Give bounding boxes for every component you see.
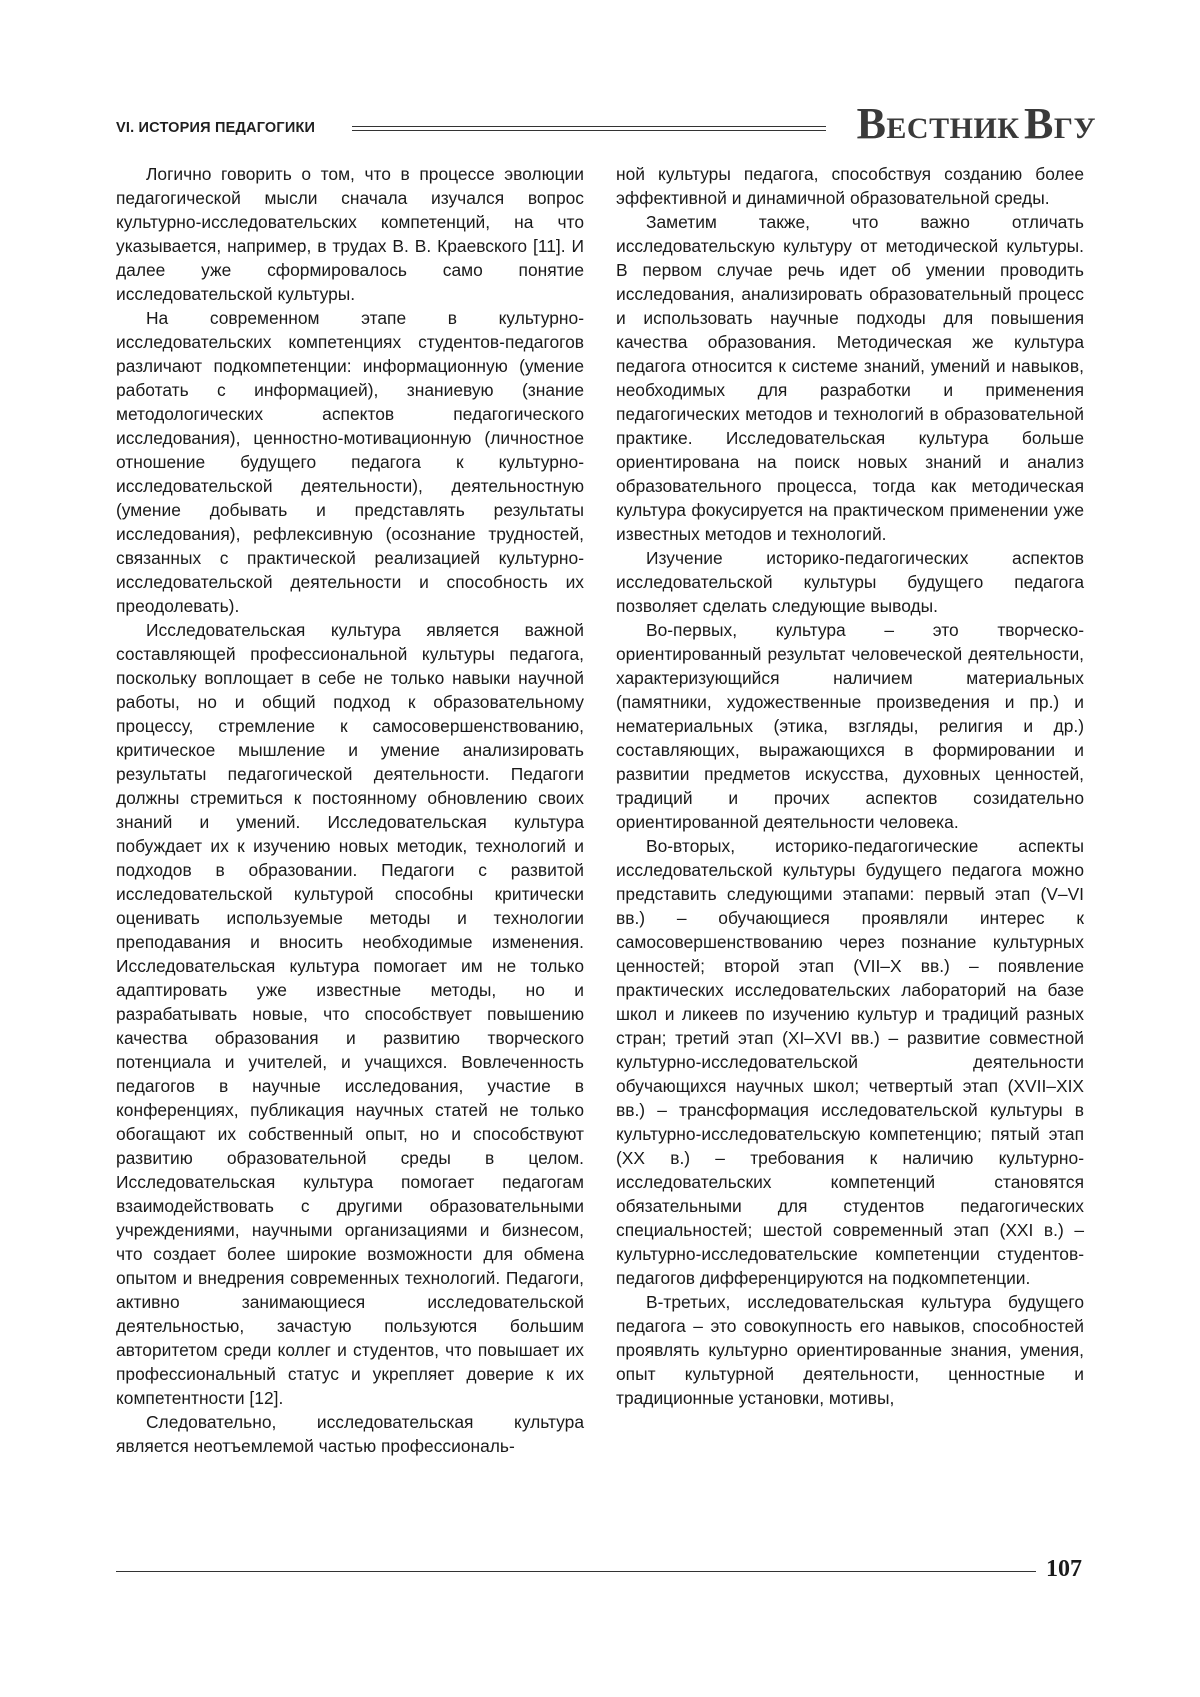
page-number: 107 <box>1046 1556 1082 1582</box>
paragraph: В-третьих, исследовательская культура будущего педагога – это совокупность его навыков, способностей проявлять культурно ориентированные знания, умения, опыт культурной деятельности, ценностные и традиционные установки, мотивы, <box>616 1292 1084 1408</box>
paragraph: Логично говорить о том, что в процессе эволюции педагогической мысли сначала изучался вопрос культурно-исследовательских компетенций, на что указывается, например, в трудах В. В. Краевского [11]. И далее уже сформировалось само понятие исследовательской культуры. <box>116 164 584 304</box>
paragraph: Во-вторых, историко-педагогические аспекты исследовательской культуры будущего педагога можно представить следующими этапами: первый этап (V–VI вв.) – обучающиеся проявляли интерес к самосовершенствованию через познание культурных ценностей; второй этап (VII–X вв.) – появление практических исследовательских лабораторий на базе школ и ликеев по изучению культур и традиций разных стран; третий этап (XI–XVI вв.) – развитие совместной культурно-исследовательской деятельности обучающихся научных школ; четвертый этап (XVII–XIX вв.) – трансформация исследовательской культуры в культурно-исследовательскую компетенцию; пятый этап (XX в.) – требования к наличию культурно-исследовательских компетенций становятся обязательными для студентов педагогических специальностей; шестой современный этап (XXI в.) – культурно-исследовательские компетенции студентов-педагогов дифференцируются на подкомпетенции. <box>616 836 1084 1288</box>
paragraph: Во-первых, культура – это творческо-ориентированный результат человеческой деятельности, характеризующийся наличием материальных (памятники, художественные произведения и пр.) и нематериальных (этика, взгляды, религия и др.) составляющих, выражающихся в формировании и развитии предметов искусства, духовных ценностей, традиций и прочих аспектов созидательно ориентированной деятельности человека. <box>616 620 1084 832</box>
paragraph-continuation: ной культуры педагога, способствуя созданию более эффективной и динамичной образовательной среды. <box>616 164 1084 208</box>
paragraph: Заметим также, что важно отличать исследовательскую культуру от методической культуры. В первом случае речь идет об умении проводить исследования, анализировать образовательный процесс и использовать научные подходы для повышения качества образования. Методическая же культура педагога относится к системе знаний, умений и навыков, необходимых для разработки и применения педагогических методов и технологий в образовательной практике. Исследовательская культура больше ориентирована на поиск новых знаний и анализ образовательного процесса, тогда как методическая культура фокусируется на практическом применении уже известных методов и технологий. <box>616 212 1084 544</box>
footer-rule <box>116 1571 1036 1572</box>
paragraph: Следовательно, исследовательская культура является неотъемлемой частью профессиональ- <box>116 1412 584 1456</box>
right-column <box>616 162 1084 1410</box>
left-column <box>116 162 584 1458</box>
page-header <box>116 98 1096 148</box>
paragraph: Изучение историко-педагогических аспектов исследовательской культуры будущего педагога позволяет сделать следующие выводы. <box>616 548 1084 616</box>
paragraph: Исследовательская культура является важной составляющей профессиональной культуры педагога, поскольку воплощает в себе не только навыки научной работы, но и общий подход к образовательному процессу, стремление к самосовершенствованию, критическое мышление и умение анализировать результаты педагогической деятельности. Педагоги должны стремиться к постоянному обновлению своих знаний и умений. Исследовательская культура побуждает их к изучению новых методик, технологий и подходов в образовании. Педагоги с развитой исследовательской культурой способны критически оценивать используемые методы и технологии преподавания и вносить необходимые изменения. Исследовательская культура помогает им не только адаптировать уже известные методы, но и разрабатывать новые, что способствует повышению качества образования и развитию творческого потенциала и учителей, и учащихся. Вовлеченность педагогов в научные исследования, участие в конференциях, публикация научных статей не только обогащают их собственный опыт, но и способствуют развитию образовательной среды в целом. Исследовательская культура помогает педагогам взаимодействовать с другими образовательными учреждениями, научными организациями и бизнесом, что создает более широкие возможности для обмена опытом и внедрения современных технологий. Педагоги, активно занимающиеся исследовательской деятельностью, зачастую пользуются большим авторитетом среди коллег и студентов, что повышает их профессиональный статус и укрепляет доверие к их компетентности [12]. <box>116 620 584 1408</box>
paragraph: На современном этапе в культурно-исследовательских компетенциях студентов-педагогов различают подкомпетенции: информационную (умение работать с информацией), знаниевую (знание методологических аспектов педагогического исследования), ценностно-мотивационную (личностное отношение будущего педагога к культурно-исследовательской деятельности), деятельностную (умение добывать и представлять результаты исследования), рефлексивную (осознание трудностей, связанных с практической реализацией культурно-исследовательской деятельности и способность их преодолевать). <box>116 308 584 616</box>
section-title: VI. ИСТОРИЯ ПЕДАГОГИКИ <box>116 120 316 136</box>
journal-logo: ВЕСТНИК ВГУ <box>856 99 1096 148</box>
header-rule <box>352 126 826 131</box>
